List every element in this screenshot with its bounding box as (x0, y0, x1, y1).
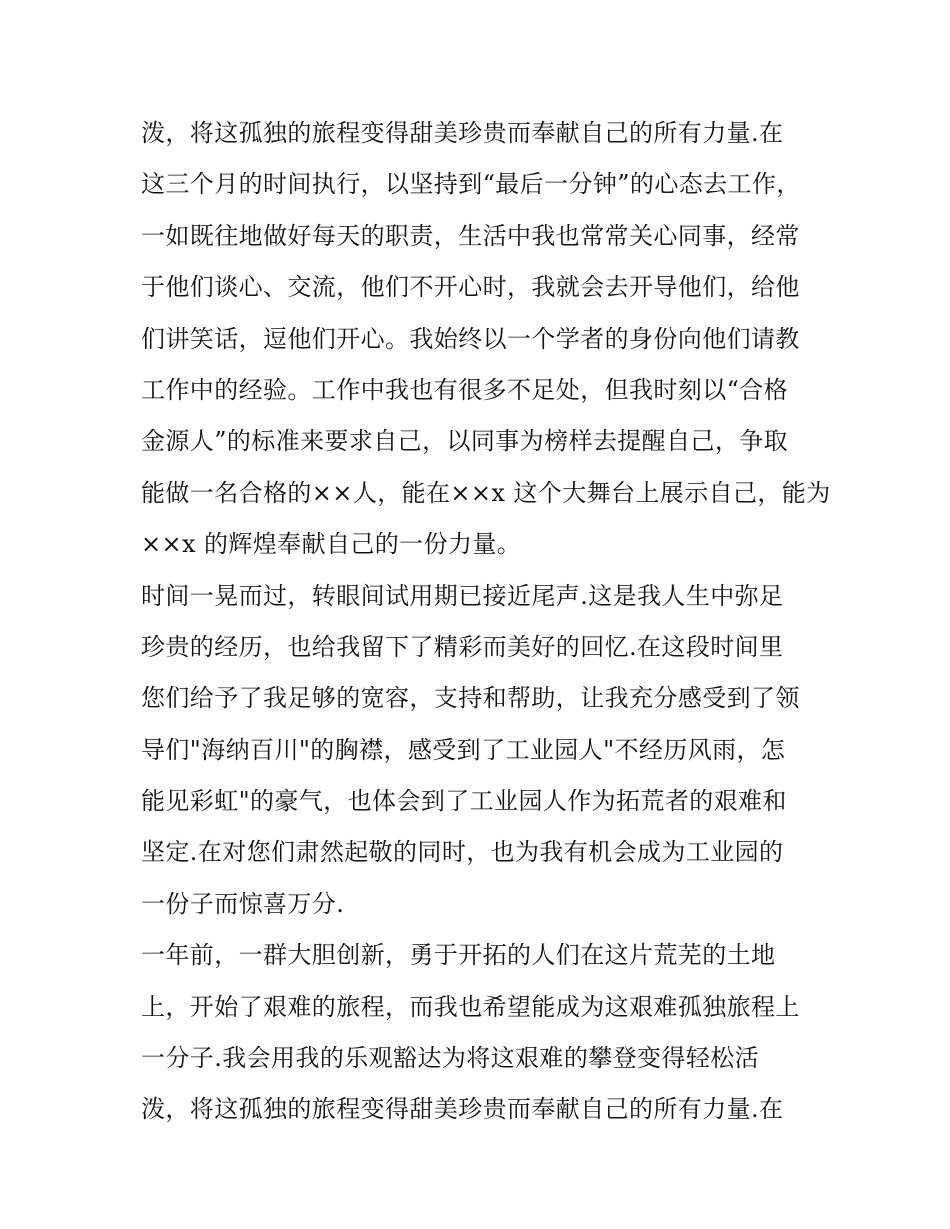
text-line: 能做一名合格的××人，能在××x 这个大舞台上展示自己，能为 (141, 478, 831, 507)
text-line: 导们"海纳百川"的胸襟，感受到了工业园人"不经历风雨，怎 (141, 735, 786, 764)
text-line: 一分子.我会用我的乐观豁达为将这艰难的攀登变得轻松活 (141, 1044, 760, 1073)
text-line: 工作中的经验。工作中我也有很多不足处，但我时刻以“合格 (141, 375, 789, 404)
text-line: 泼，将这孤独的旅程变得甜美珍贵而奉献自己的所有力量.在 (141, 1095, 784, 1124)
text-line: 时间一晃而过，转眼间试用期已接近尾声.这是我人生中弥足 (141, 581, 784, 610)
text-line: 们讲笑话，逗他们开心。我始终以一个学者的身份向他们请教 (141, 324, 800, 353)
text-line: ××x 的辉煌奉献自己的一份力量。 (141, 530, 522, 559)
text-line: 一如既往地做好每天的职责，生活中我也常常关心同事，经常 (141, 221, 800, 250)
text-line: 坚定.在对您们肃然起敬的同时，也为我有机会成为工业园的 (141, 838, 784, 867)
text-line: 一年前，一群大胆创新，勇于开拓的人们在这片荒芜的土地 (141, 941, 776, 970)
text-line: 于他们谈心、交流，他们不开心时，我就会去开导他们，给他 (141, 273, 800, 302)
text-line: 一份子而惊喜万分. (141, 889, 345, 918)
text-line: 泼，将这孤独的旅程变得甜美珍贵而奉献自己的所有力量.在 (141, 119, 784, 147)
text-line: 上，开始了艰难的旅程，而我也希望能成为这艰难孤独旅程上 (141, 992, 800, 1021)
text-line: 这三个月的时间执行，以坚持到“最后一分钟”的心态去工作， (141, 170, 801, 199)
text-line: 您们给予了我足够的宽容，支持和帮助，让我充分感受到了领 (141, 684, 800, 713)
text-line: 珍贵的经历，也给我留下了精彩而美好的回忆.在这段时间里 (141, 632, 784, 661)
text-line: 能见彩虹"的豪气，也体会到了工业园人作为拓荒者的艰难和 (141, 787, 787, 816)
body-text (141, 108, 831, 1136)
text-line: 金源人”的标准来要求自己，以同事为榜样去提醒自己，争取 (141, 427, 789, 456)
